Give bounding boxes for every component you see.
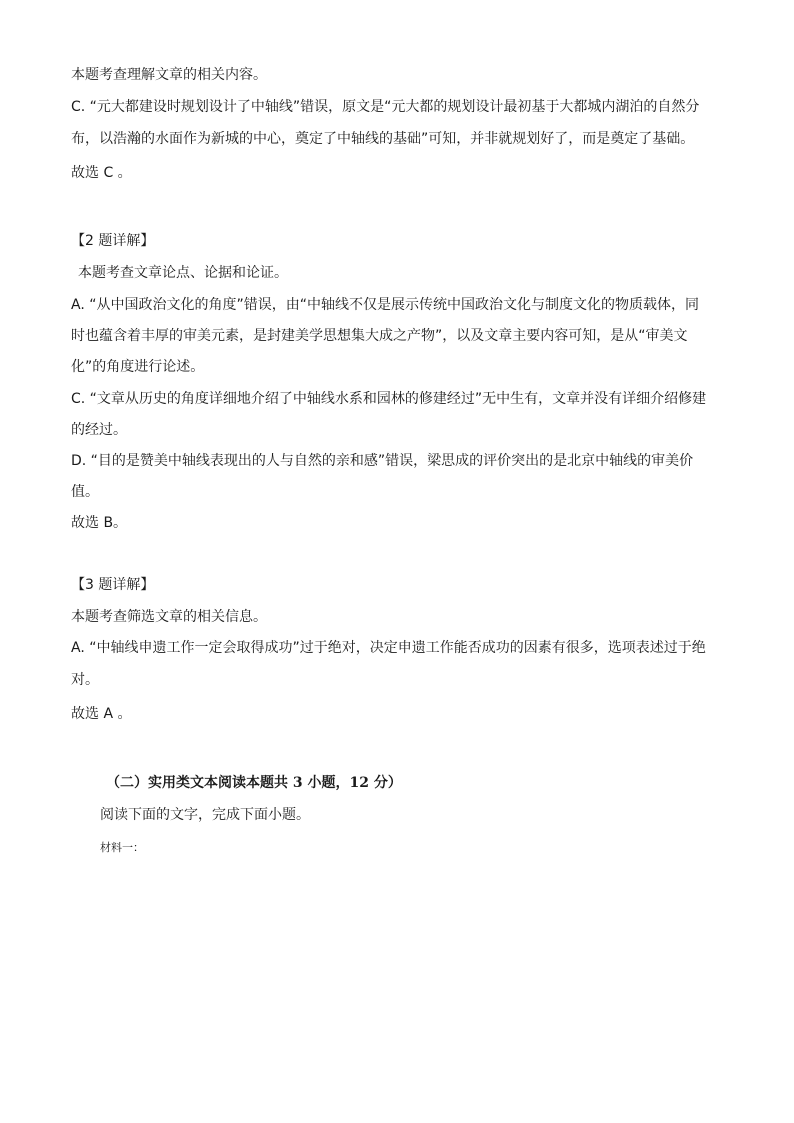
q2-heading: 【2 题详解】	[71, 233, 155, 249]
section-instruction: 阅读下面的文字，完成下面小题。	[100, 807, 310, 823]
q3-intro: 本题考查筛选文章的相关信息。	[71, 609, 267, 625]
q2-option-a-line3: 化”的角度进行论述。	[71, 359, 205, 375]
q3-answer: 故选 A 。	[71, 706, 132, 722]
q2-option-a-line2: 时也蕴含着丰厚的审美元素，是封建美学思想集大成之产物”，以及文章主要内容可知，是从“审美文	[71, 328, 688, 344]
q2-option-d-line1: D. “目的是赞美中轴线表现出的人与自然的亲和感”错误，梁思成的评价突出的是北京中轴线的审美价	[71, 453, 694, 469]
q3-option-a-line1: A. “中轴线申遗工作一定会取得成功”过于绝对，决定申遗工作能否成功的因素有很多，选项表述过于绝	[71, 640, 706, 656]
q2-option-c-line2: 的经过。	[71, 422, 127, 438]
section-title: （二）实用类文本阅读本题共 3 小题，12 分）	[106, 775, 402, 791]
q1-option-c-line2: 布，以浩瀚的水面作为新城的中心，奠定了中轴线的基础”可知，并非就规划好了，而是奠定了基础。	[71, 131, 695, 147]
q1-intro: 本题考查理解文章的相关内容。	[71, 67, 267, 83]
q3-heading: 【3 题详解】	[71, 577, 155, 593]
q2-option-d-line2: 值。	[71, 484, 99, 500]
q1-answer: 故选 C 。	[71, 165, 132, 181]
q3-option-a-line2: 对。	[71, 672, 99, 688]
q2-answer: 故选 B。	[71, 515, 128, 531]
q2-intro: 本题考查文章论点、论据和论证。	[78, 265, 288, 281]
q2-option-a-line1: A. “从中国政治文化的角度”错误，由“中轴线不仅是展示传统中国政治文化与制度文化的物质载体，同	[71, 297, 699, 313]
q2-option-c-line1: C. “文章从历史的角度详细地介绍了中轴线水系和园林的修建经过”无中生有，文章并没有详细介绍修建	[71, 391, 707, 407]
material-label: 材料一：	[100, 841, 144, 854]
q1-option-c-line1: C. “元大都建设时规划设计了中轴线”错误，原文是“元大都的规划设计最初基于大都城内湖泊的自然分	[71, 99, 700, 115]
